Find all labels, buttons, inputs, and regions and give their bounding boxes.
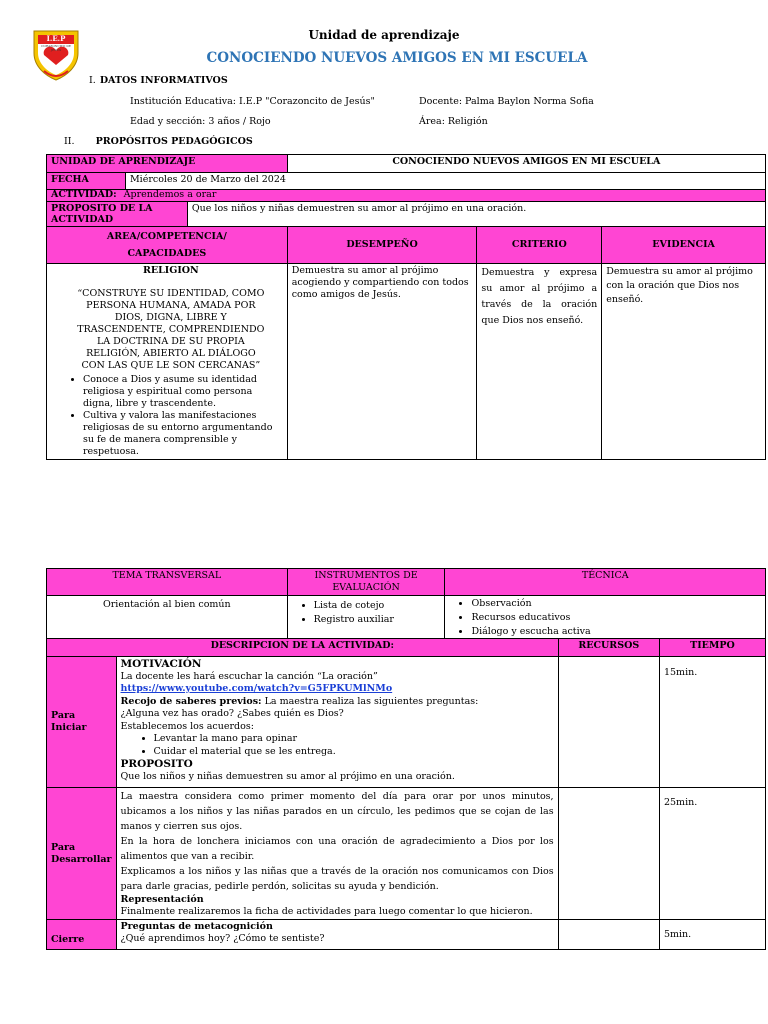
desarrollar-content <box>116 788 558 920</box>
motivacion-text: La docente les hará escuchar la canción “La oración” <box>120 670 378 682</box>
desarrollar-paragraph: En la hora de lonchera iniciamos con una oración de agradecimiento a Dios por los alimentos que van a recibir. <box>120 836 554 862</box>
section-datos-heading <box>89 75 228 87</box>
area-field: Área: Religión <box>419 116 488 127</box>
document-title: Unidad de aprendizaje <box>308 28 460 42</box>
metacognicion-text: ¿Qué aprendimos hoy? ¿Cómo te sentiste? <box>120 933 325 944</box>
tecnica-item: • Observación <box>471 597 761 611</box>
cierre-content <box>116 920 558 950</box>
representacion-heading: Representación <box>120 894 204 905</box>
acuerdo-item: • Cuidar el material que se les entrega. <box>154 746 554 759</box>
cierre-recursos <box>558 920 659 950</box>
desarrollar-paragraph: Explicamos a los niños y las niñas que a través de la oración nos comunicamos con Dios para darle gracias, pedirle perdón, solicitas su ayuda y bendición. <box>120 866 554 892</box>
evidencia-cell: Demuestra su amor al prójimo con la oración que Dios nos enseñó. <box>602 264 766 460</box>
col-instrumentos-header: INSTRUMENTOS DE EVALUACIÓN <box>287 569 445 596</box>
col-tiempo-header: TIEMPO <box>659 639 765 657</box>
col-descripcion-header: DESCRIPCION DE LA ACTIVIDAD: <box>47 639 559 657</box>
moment-iniciar-label: Para Iniciar <box>47 657 117 788</box>
acuerdos-text: Establecemos los acuerdos: <box>120 720 254 732</box>
desarrollar-paragraph: La maestra considera como primer momento del día para orar por unos minutos, ubicamos a los niños y las niñas parados en un círculo, les pedimos que se cojan de las manos y cierren sus ojos. <box>120 791 554 832</box>
iniciar-content <box>116 657 558 788</box>
preguntas-text: ¿Alguna vez has orado? ¿Sabes quién es Dios? <box>120 708 344 719</box>
unidad-value: CONOCIENDO NUEVOS AMIGOS EN MI ESCUELA <box>287 155 765 173</box>
moment-cierre-label: Cierre <box>47 920 117 950</box>
criterio-cell: Demuestra y expresa su amor al prójimo a través de la oración que Dios nos enseñó. <box>477 264 602 460</box>
representacion-text: Finalmente realizaremos la ficha de actividades para luego comentar lo que hicieron. <box>120 906 533 917</box>
acuerdo-item: • Levantar la mano para opinar <box>154 733 554 746</box>
competencia-cell <box>47 264 288 460</box>
logo-text: I.E.P <box>46 34 66 43</box>
actividad-table <box>46 638 766 950</box>
cierre-tiempo: 5min. <box>659 920 765 950</box>
desempeno-cell: Demuestra su amor al prójimo acogiendo y compartiendo con todos como amigos de Jesús. <box>287 264 477 460</box>
instrumento-item: • Registro auxiliar <box>314 613 441 627</box>
saberes-text: La maestra realiza las siguientes preguntas: <box>261 695 479 707</box>
col-recursos-header: RECURSOS <box>558 639 659 657</box>
section-number: II. <box>64 136 75 147</box>
competencia-text: “CONSTRUYE SU IDENTIDAD, COMO PERSONA HUMANA, AMADA POR DIOS, DIGNA, LIBRE Y TRASCENDENTE, COMPRENDIENDO LA DOCTRINA DE SU PROPIA RELIGIÓN, ABIERTO AL DIÁLOGO CON LAS QUE LE SON CERCANAS” <box>77 288 265 371</box>
song-link[interactable]: https://www.youtube.com/watch?v=G5FPKUMlNMo <box>120 683 393 694</box>
col-capacidades-label: CAPACIDADES <box>127 248 207 259</box>
unidad-label: UNIDAD DE APRENDIZAJE <box>47 155 288 173</box>
institucion-field: Institución Educativa: I.E.P "Corazoncito de Jesús" <box>130 96 375 107</box>
section-number: I. <box>89 75 96 86</box>
desarrollar-tiempo: 25min. <box>659 788 765 920</box>
col-tema-header: TEMA TRANSVERSAL <box>47 569 288 596</box>
propositos-table <box>46 154 766 460</box>
tema-value: Orientación al bien común <box>47 596 288 648</box>
iniciar-tiempo: 15min. <box>659 657 765 788</box>
tecnica-item: • Recursos educativos <box>471 611 761 625</box>
section-propositos-heading <box>64 136 253 148</box>
tecnica-item: • Diálogo y escucha activa <box>471 625 761 639</box>
metacognicion-heading: Preguntas de metacognición <box>120 921 273 932</box>
proposito-label: PROPOSITO DE LA ACTIVIDAD <box>47 202 188 227</box>
proposito-text: Que los niños y niñas demuestren su amor al prójimo en una oración. <box>120 770 455 782</box>
edad-field: Edad y sección: 3 años / Rojo <box>130 116 271 127</box>
proposito-value: Que los niños y niñas demuestren su amor al prójimo en una oración. <box>187 202 765 227</box>
saberes-row <box>121 696 554 709</box>
col-criterio-header: CRITERIO <box>477 227 602 264</box>
desarrollar-recursos <box>558 788 659 920</box>
col-area-header <box>47 227 288 264</box>
iniciar-recursos <box>558 657 659 788</box>
actividad-value: Aprendemos a orar <box>123 189 217 200</box>
evaluacion-table <box>46 568 766 648</box>
col-evidencia-header: EVIDENCIA <box>602 227 766 264</box>
capacidades-list <box>61 374 281 458</box>
unit-title: CONOCIENDO NUEVOS AMIGOS EN MI ESCUELA <box>206 50 588 66</box>
col-tecnica-header: TÉCNICA <box>445 569 766 596</box>
actividad-row <box>47 190 766 202</box>
actividad-label: ACTIVIDAD: <box>51 189 117 200</box>
saberes-label: Recojo de saberes previos: <box>120 695 262 707</box>
section-title: DATOS INFORMATIVOS <box>99 75 228 86</box>
docente-field: Docente: Palma Baylon Norma Sofia <box>419 96 594 107</box>
col-area-label: AREA/COMPETENCIA/ <box>106 231 227 242</box>
moment-desarrollar-label: Para Desarrollar <box>47 788 117 920</box>
col-desempeno-header: DESEMPEÑO <box>287 227 477 264</box>
fecha-value: Miércoles 20 de Marzo del 2024 <box>125 173 765 190</box>
section-title: PROPÓSITOS PEDAGÓGICOS <box>95 136 253 147</box>
capacidad-item: • Conoce a Dios y asume su identidad religiosa y espiritual como persona digna, libre y trascendente. <box>83 374 281 410</box>
logo-caption: CORAZONCITO DE JESÚS <box>41 44 71 52</box>
motivacion-heading: MOTIVACIÓN <box>120 658 202 670</box>
instrumento-item: • Lista de cotejo <box>314 599 441 613</box>
proposito-heading: PROPOSITO <box>120 758 193 770</box>
capacidad-item: • Cultiva y valora las manifestaciones religiosas de su entorno argumentando su fe de manera comprensible y respetuosa. <box>83 410 281 458</box>
fecha-label: FECHA <box>47 173 126 190</box>
area-religion: RELIGION <box>142 265 199 276</box>
